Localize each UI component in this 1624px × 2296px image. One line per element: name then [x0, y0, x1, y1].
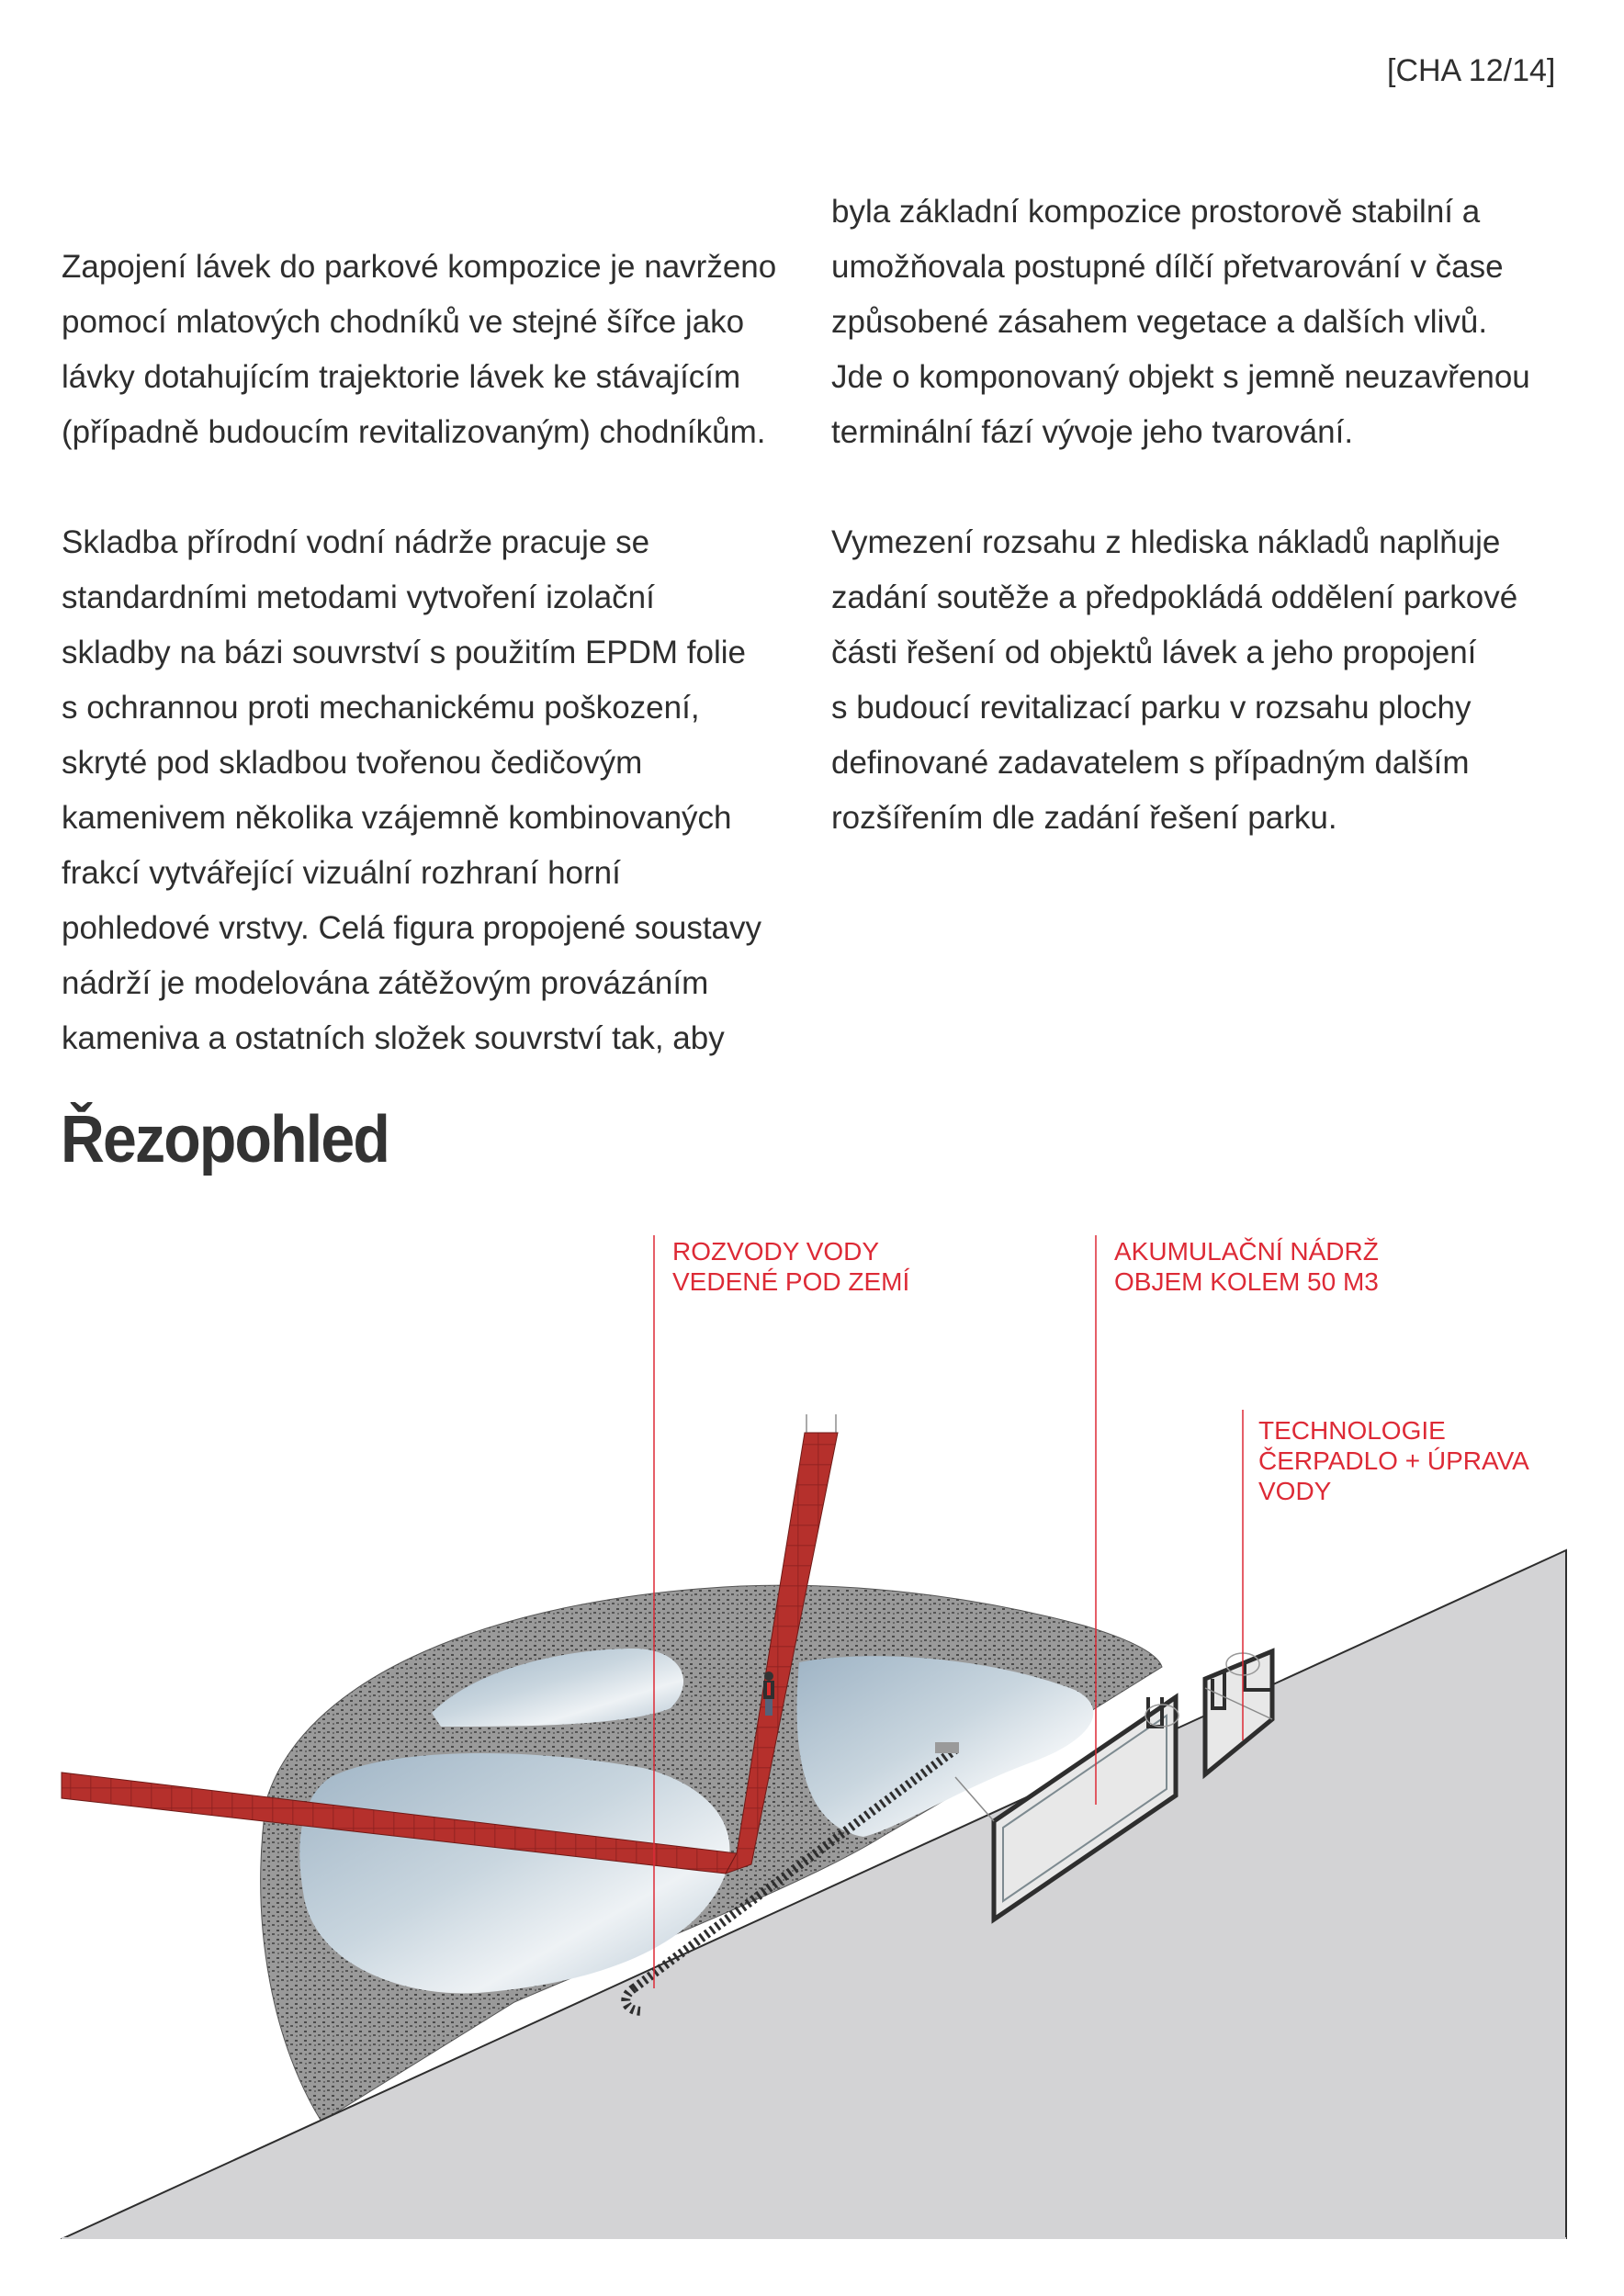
- text-line: pohledové vrstvy. Celá figura propojené soustavy: [62, 910, 762, 946]
- section-diagram: [0, 1194, 1624, 2296]
- text-line: standardními metodami vytvoření izolační: [62, 580, 655, 615]
- text-line: frakcí vytvářející vizuální rozhraní horní: [62, 855, 621, 891]
- label-line: ČERPADLO + ÚPRAVA: [1258, 1446, 1529, 1475]
- text-line: nádrží je modelována zátěžovým provázáním: [62, 965, 709, 1001]
- page-number: [CHA 12/14]: [1387, 53, 1556, 88]
- text-line: rozšířením dle zadání řešení parku.: [831, 800, 1337, 836]
- text-line: kamenivem několika vzájemně kombinovaných: [62, 800, 732, 836]
- text-line: části řešení od objektů lávek a jeho propojení: [831, 635, 1477, 670]
- text-column-left: [62, 240, 824, 1121]
- text-line: lávky dotahujícím trajektorie lávek ke stávajícím: [62, 359, 741, 395]
- water-pool-lower-left: [299, 1753, 729, 1993]
- text-line: skladby na bázi souvrství s použitím EPDM folie: [62, 635, 747, 670]
- paragraph: [62, 515, 824, 1066]
- label-line: VODY: [1258, 1477, 1332, 1505]
- text-line: definované zadavatelem s případným dalším: [831, 745, 1470, 781]
- paragraph: [62, 240, 824, 460]
- label-line: OBJEM KOLEM 50 M3: [1114, 1267, 1379, 1296]
- text-line: s budoucí revitalizací parku v rozsahu plochy: [831, 690, 1472, 726]
- text-line: byla základní kompozice prostorově stabilní a: [831, 194, 1481, 230]
- text-line: (případně budoucím revitalizovaným) chodníkům.: [62, 414, 766, 450]
- paragraph: [831, 185, 1594, 460]
- text-line: zadání soutěže a předpokládá oddělení parkové: [831, 580, 1518, 615]
- text-line: pomocí mlatových chodníků ve stejné šířce jako: [62, 304, 745, 340]
- text-line: umožňovala postupné dílčí přetvarování v čase: [831, 249, 1504, 285]
- paragraph: [831, 515, 1594, 846]
- label-line: VEDENÉ POD ZEMÍ: [672, 1267, 910, 1296]
- text-line: Vymezení rozsahu z hlediska nákladů naplňuje: [831, 524, 1501, 560]
- text-column-right: [831, 185, 1594, 901]
- text-line: s ochrannou proti mechanickému poškození,: [62, 690, 700, 726]
- label-technology: [1258, 1415, 1529, 1506]
- label-accumulation-tank: [1114, 1236, 1379, 1297]
- text-line: kameniva a ostatních složek souvrství tak, aby: [62, 1020, 725, 1056]
- text-line: způsobené zásahem vegetace a dalších vlivů.: [831, 304, 1488, 340]
- text-line: Skladba přírodní vodní nádrže pracuje se: [62, 524, 650, 560]
- label-line: TECHNOLOGIE: [1258, 1416, 1446, 1445]
- label-line: ROZVODY VODY: [672, 1237, 880, 1266]
- text-line: skryté pod skladbou tvořenou čedičovým: [62, 745, 643, 781]
- label-line: AKUMULAČNÍ NÁDRŽ: [1114, 1237, 1379, 1266]
- text-line: Jde o komponovaný objekt s jemně neuzavřenou: [831, 359, 1530, 395]
- section-heading: Řezopohled: [61, 1103, 389, 1176]
- text-line: Zapojení lávek do parkové kompozice je navrženo: [62, 249, 777, 285]
- label-water-distribution: [672, 1236, 909, 1297]
- text-line: terminální fází vývoje jeho tvarování.: [831, 414, 1354, 450]
